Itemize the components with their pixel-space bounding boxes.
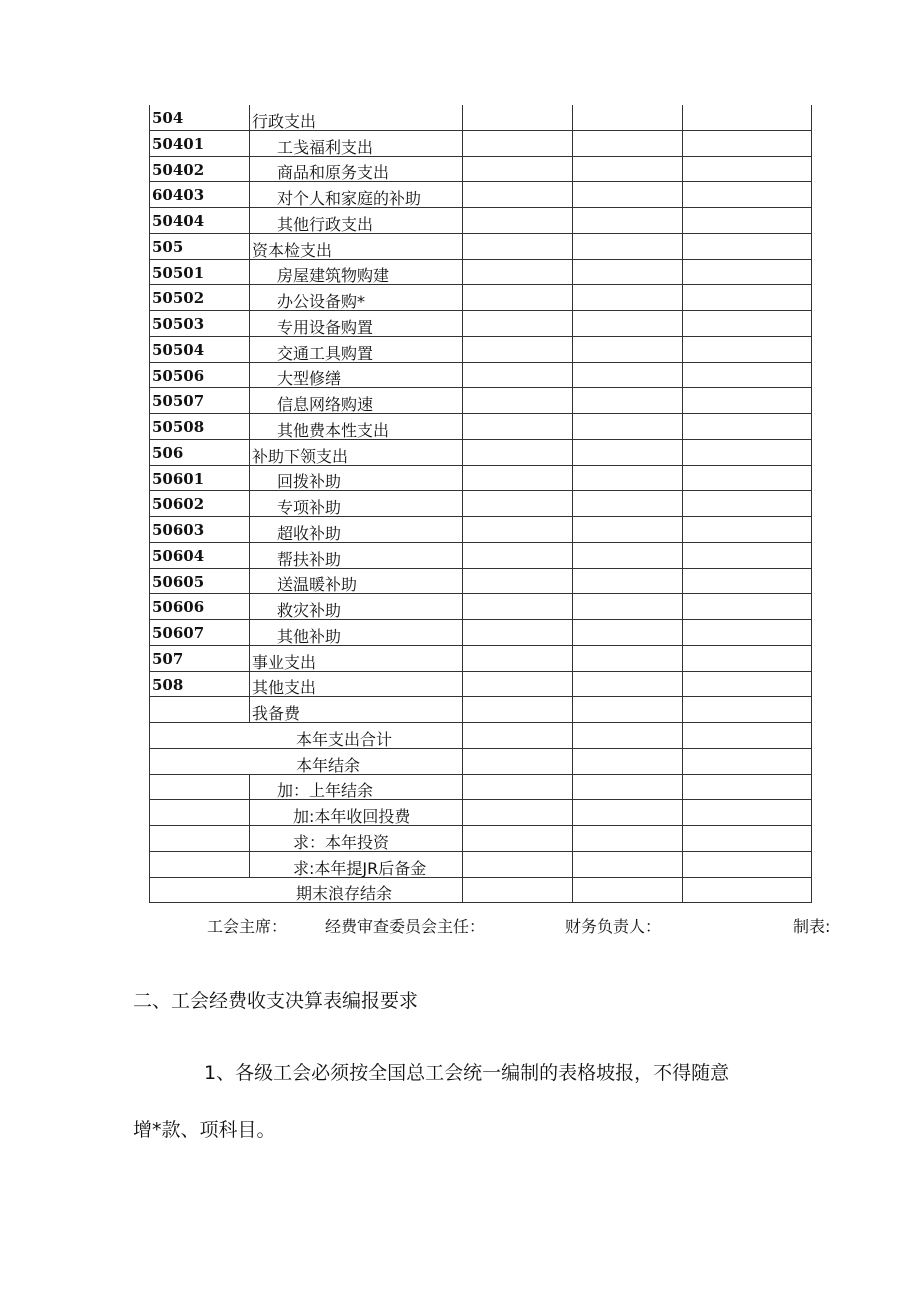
account-name: 其他费本性支出 (250, 414, 463, 440)
amount-cell[interactable] (683, 362, 812, 388)
amount-cell[interactable] (573, 697, 683, 723)
table-row (150, 388, 812, 414)
audit-director-label: 经费审查委员会主任： (325, 917, 486, 936)
account-code (150, 851, 250, 877)
account-code: 506 (150, 439, 250, 465)
amount-cell[interactable] (683, 439, 812, 465)
preparer-label: 制表: (793, 917, 831, 936)
table-row (150, 259, 812, 285)
adjustment-row (150, 800, 812, 826)
amount-cell[interactable] (683, 697, 812, 723)
table-row (150, 182, 812, 208)
adjustment-row (150, 851, 812, 877)
table-row (150, 542, 812, 568)
table-row (150, 517, 812, 543)
amount-cell[interactable] (463, 594, 573, 620)
account-code: 50602 (150, 491, 250, 517)
account-code: 50607 (150, 620, 250, 646)
amount-cell[interactable] (463, 285, 573, 311)
account-name: 资本检支出 (250, 233, 463, 259)
amount-cell[interactable] (573, 362, 683, 388)
final-balance-label: 期末浪存结余 (150, 877, 463, 903)
amount-cell[interactable] (683, 723, 812, 749)
amount-cell[interactable] (573, 800, 683, 826)
amount-cell[interactable] (573, 465, 683, 491)
adjustment-label: 加:本年收回投费 (250, 800, 463, 826)
amount-cell[interactable] (573, 671, 683, 697)
account-code: 50603 (150, 517, 250, 543)
adjustment-label: 求：本年投资 (250, 826, 463, 852)
account-code (150, 774, 250, 800)
adjustment-label: 加：上年结余 (250, 774, 463, 800)
amount-cell[interactable] (463, 697, 573, 723)
amount-cell[interactable] (683, 671, 812, 697)
amount-cell[interactable] (573, 233, 683, 259)
account-name: 补助下领支出 (250, 439, 463, 465)
amount-cell[interactable] (573, 568, 683, 594)
amount-cell[interactable] (683, 826, 812, 852)
amount-cell[interactable] (463, 156, 573, 182)
amount-cell[interactable] (573, 156, 683, 182)
account-code (150, 800, 250, 826)
amount-cell[interactable] (573, 774, 683, 800)
account-code: 50506 (150, 362, 250, 388)
account-name: 送温暖补助 (250, 568, 463, 594)
amount-cell[interactable] (463, 311, 573, 337)
amount-cell[interactable] (683, 130, 812, 156)
amount-cell[interactable] (683, 336, 812, 362)
amount-cell[interactable] (463, 491, 573, 517)
table-row (150, 362, 812, 388)
amount-cell[interactable] (683, 877, 812, 903)
account-name: 超收补助 (250, 517, 463, 543)
signature-line (0, 914, 920, 938)
summary-row (150, 748, 812, 774)
amount-cell[interactable] (683, 233, 812, 259)
account-code: 50501 (150, 259, 250, 285)
amount-cell[interactable] (683, 156, 812, 182)
account-name: 其他支出 (250, 671, 463, 697)
amount-cell[interactable] (683, 208, 812, 234)
table-row (150, 156, 812, 182)
account-name: 商品和原务支出 (250, 156, 463, 182)
account-code: 50606 (150, 594, 250, 620)
account-name: 专用设备购置 (250, 311, 463, 337)
amount-cell[interactable] (463, 826, 573, 852)
amount-cell[interactable] (573, 182, 683, 208)
amount-cell[interactable] (573, 620, 683, 646)
amount-cell[interactable] (573, 517, 683, 543)
amount-cell[interactable] (463, 182, 573, 208)
account-code: 507 (150, 645, 250, 671)
amount-cell[interactable] (573, 851, 683, 877)
account-name: 事业支出 (250, 645, 463, 671)
amount-cell[interactable] (463, 800, 573, 826)
amount-cell[interactable] (573, 130, 683, 156)
amount-cell[interactable] (463, 671, 573, 697)
account-name: 信息网络购速 (250, 388, 463, 414)
table-row (150, 465, 812, 491)
section-heading: 二、工会经费收支决算表编报要求 (133, 990, 419, 1012)
table-row (150, 233, 812, 259)
account-name: 救灾补助 (250, 594, 463, 620)
final-balance-row (150, 877, 812, 903)
account-name: 大型修缮 (250, 362, 463, 388)
account-name: 其他行政支出 (250, 208, 463, 234)
amount-cell[interactable] (573, 723, 683, 749)
amount-cell[interactable] (683, 182, 812, 208)
chairman-label: 工会主席： (207, 917, 288, 936)
account-name: 房屋建筑物购建 (250, 259, 463, 285)
amount-cell[interactable] (683, 542, 812, 568)
amount-cell[interactable] (683, 105, 812, 130)
account-code (150, 697, 250, 723)
account-name: 交通工具购置 (250, 336, 463, 362)
amount-cell[interactable] (683, 311, 812, 337)
account-code (150, 826, 250, 852)
amount-cell[interactable] (573, 388, 683, 414)
amount-cell[interactable] (463, 130, 573, 156)
amount-cell[interactable] (463, 517, 573, 543)
account-code: 50502 (150, 285, 250, 311)
amount-cell[interactable] (463, 439, 573, 465)
amount-cell[interactable] (683, 517, 812, 543)
amount-cell[interactable] (463, 620, 573, 646)
amount-cell[interactable] (573, 542, 683, 568)
amount-cell[interactable] (573, 594, 683, 620)
account-code: 50503 (150, 311, 250, 337)
table-row (150, 645, 812, 671)
amount-cell[interactable] (573, 645, 683, 671)
adjustment-row (150, 774, 812, 800)
amount-cell[interactable] (683, 774, 812, 800)
account-name: 专项补助 (250, 491, 463, 517)
account-code: 50404 (150, 208, 250, 234)
amount-cell[interactable] (463, 233, 573, 259)
account-name: 工戋福利支出 (250, 130, 463, 156)
amount-cell[interactable] (683, 620, 812, 646)
table-row (150, 208, 812, 234)
amount-cell[interactable] (463, 748, 573, 774)
amount-cell[interactable] (573, 259, 683, 285)
account-name: 办公设备购* (250, 285, 463, 311)
table-row (150, 439, 812, 465)
amount-cell[interactable] (463, 414, 573, 440)
table-row (150, 285, 812, 311)
account-code: 60403 (150, 182, 250, 208)
amount-cell[interactable] (463, 208, 573, 234)
amount-cell[interactable] (683, 851, 812, 877)
account-code: 50402 (150, 156, 250, 182)
account-code: 50605 (150, 568, 250, 594)
account-name: 帮扶补助 (250, 542, 463, 568)
amount-cell[interactable] (683, 800, 812, 826)
table-row (150, 697, 812, 723)
amount-cell[interactable] (573, 208, 683, 234)
account-code: 505 (150, 233, 250, 259)
account-code: 50401 (150, 130, 250, 156)
amount-cell[interactable] (573, 285, 683, 311)
amount-cell[interactable] (573, 105, 683, 130)
table-row (150, 311, 812, 337)
amount-cell[interactable] (573, 311, 683, 337)
amount-cell[interactable] (683, 748, 812, 774)
table-row (150, 568, 812, 594)
amount-cell[interactable] (683, 465, 812, 491)
paragraph-line-1: 1、各级工会必须按全国总工会统一编制的表格坡报，不得随意 (204, 1062, 730, 1084)
table-row (150, 491, 812, 517)
account-name: 我备费 (250, 697, 463, 723)
account-code: 50507 (150, 388, 250, 414)
budget-table (149, 105, 812, 903)
amount-cell[interactable] (573, 491, 683, 517)
amount-cell[interactable] (573, 826, 683, 852)
amount-cell[interactable] (573, 877, 683, 903)
account-code: 504 (150, 105, 250, 130)
amount-cell[interactable] (463, 723, 573, 749)
amount-cell[interactable] (573, 336, 683, 362)
amount-cell[interactable] (573, 439, 683, 465)
amount-cell[interactable] (463, 105, 573, 130)
paragraph-line-2: 增*款、项科目。 (133, 1119, 276, 1141)
account-code: 50601 (150, 465, 250, 491)
budget-table-container (149, 105, 811, 903)
amount-cell[interactable] (683, 645, 812, 671)
amount-cell[interactable] (463, 259, 573, 285)
table-row (150, 671, 812, 697)
table-row (150, 130, 812, 156)
table-row (150, 105, 812, 130)
adjustment-label: 求:本年提JR后备金 (250, 851, 463, 877)
amount-cell[interactable] (683, 388, 812, 414)
amount-cell[interactable] (463, 465, 573, 491)
amount-cell[interactable] (683, 285, 812, 311)
table-row (150, 594, 812, 620)
account-name: 其他补助 (250, 620, 463, 646)
account-code: 50504 (150, 336, 250, 362)
amount-cell[interactable] (463, 877, 573, 903)
amount-cell[interactable] (683, 259, 812, 285)
account-code: 508 (150, 671, 250, 697)
amount-cell[interactable] (463, 388, 573, 414)
amount-cell[interactable] (683, 568, 812, 594)
amount-cell[interactable] (573, 748, 683, 774)
amount-cell[interactable] (573, 414, 683, 440)
account-code: 50508 (150, 414, 250, 440)
adjustment-row (150, 826, 812, 852)
account-name: 回拨补助 (250, 465, 463, 491)
amount-cell[interactable] (463, 336, 573, 362)
amount-cell[interactable] (463, 362, 573, 388)
table-row (150, 620, 812, 646)
amount-cell[interactable] (463, 645, 573, 671)
account-code: 50604 (150, 542, 250, 568)
table-row (150, 414, 812, 440)
summary-label: 本年支出合计 (150, 723, 463, 749)
amount-cell[interactable] (683, 594, 812, 620)
table-row (150, 336, 812, 362)
summary-label: 本年结余 (150, 748, 463, 774)
summary-row (150, 723, 812, 749)
amount-cell[interactable] (683, 414, 812, 440)
amount-cell[interactable] (683, 491, 812, 517)
amount-cell[interactable] (463, 542, 573, 568)
account-name: 行政支出 (250, 105, 463, 130)
finance-lead-label: 财务负责人： (565, 917, 662, 936)
amount-cell[interactable] (463, 851, 573, 877)
amount-cell[interactable] (463, 774, 573, 800)
account-name: 对个人和家庭的补助 (250, 182, 463, 208)
amount-cell[interactable] (463, 568, 573, 594)
